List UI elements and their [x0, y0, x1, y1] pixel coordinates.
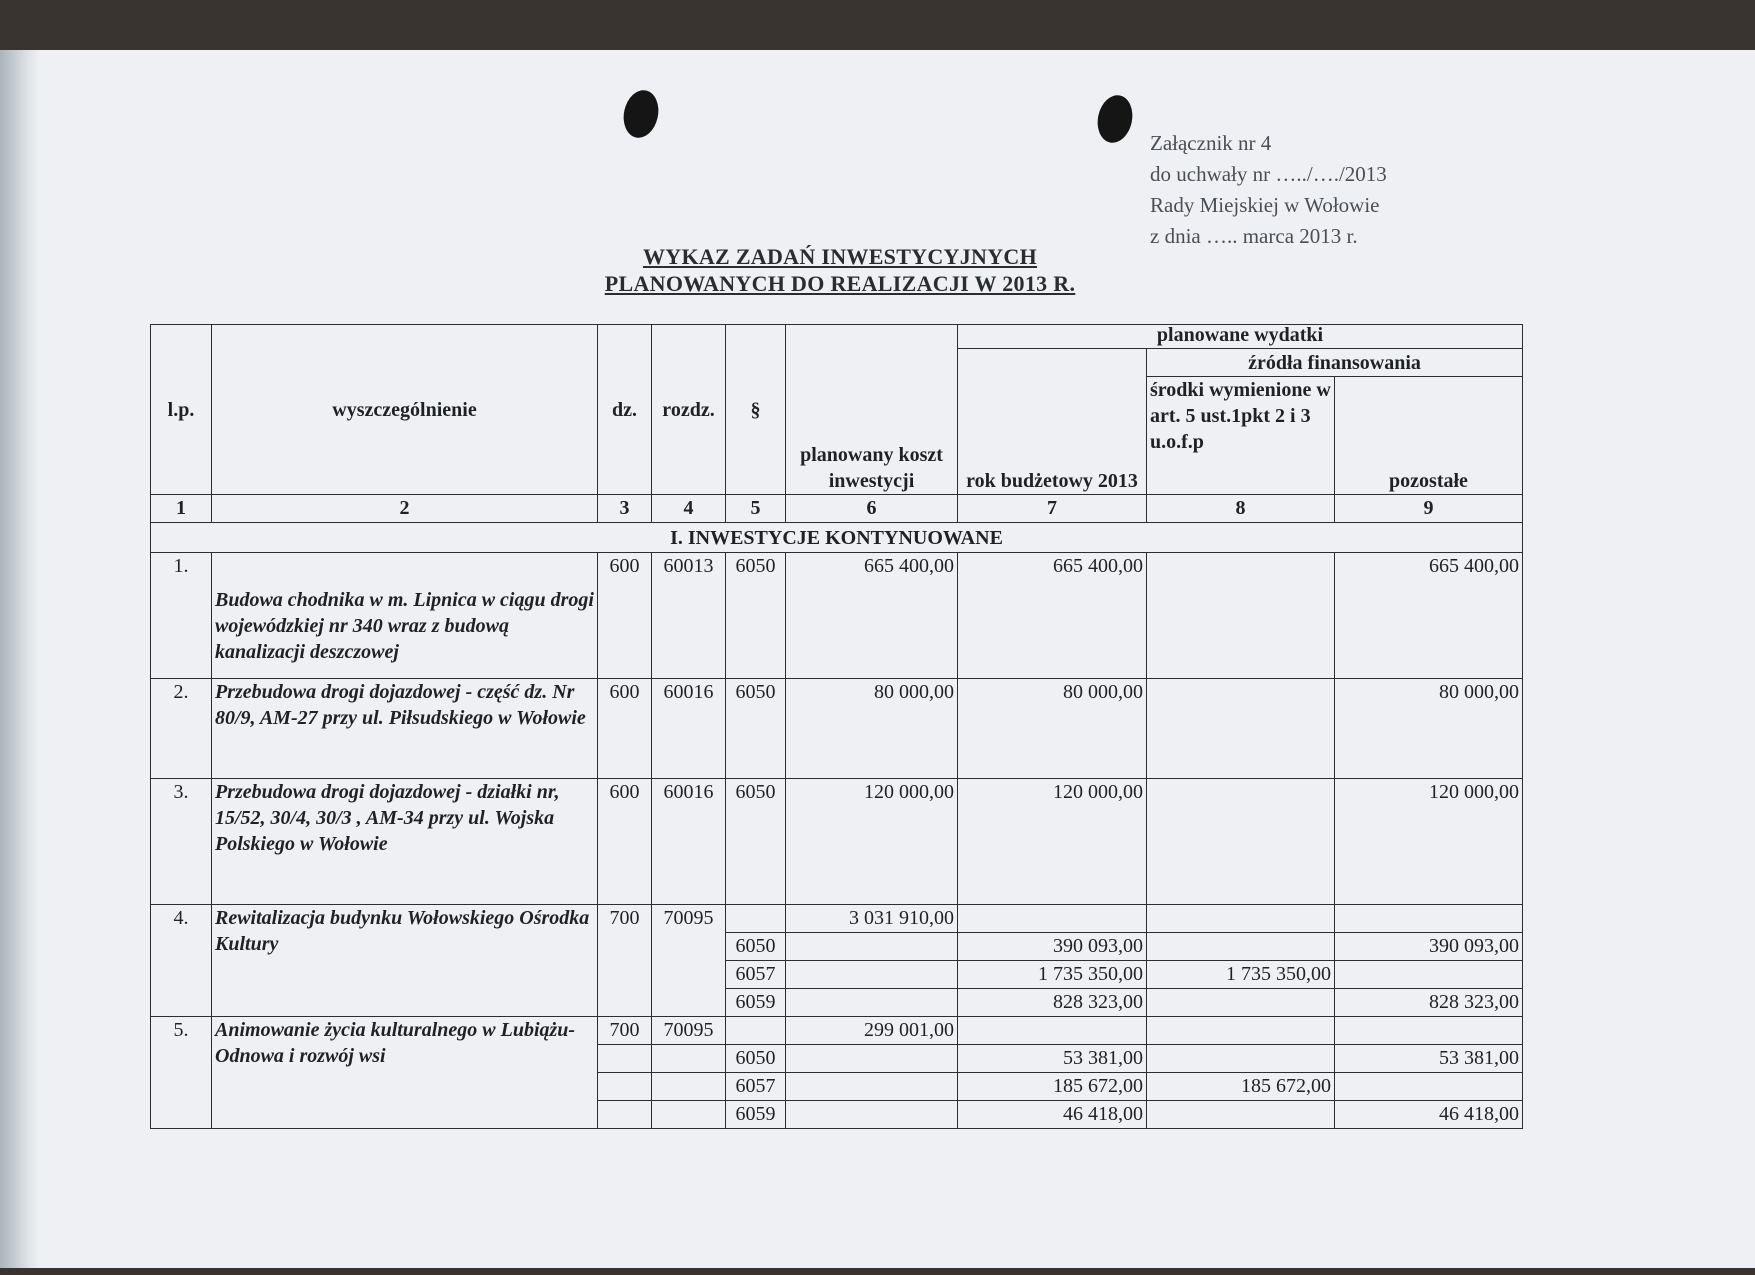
col-number-9: 9	[1335, 495, 1523, 523]
row-koszt: 299 001,00	[786, 1017, 958, 1045]
row-name: Animowanie życia kulturalnego w Lubiążu- Odnowa i rozwój wsi	[212, 1017, 598, 1129]
subrow-rok: 185 672,00	[958, 1073, 1147, 1101]
annex-line-2: do uchwały nr …../…./2013	[1150, 162, 1387, 186]
empty-cell	[958, 905, 1147, 933]
header-paragraph: §	[726, 325, 786, 495]
title-line-2: PLANOWANYCH DO REALIZACJI W 2013 R.	[604, 271, 1076, 296]
header-srodki: środki wymienione w art. 5 ust.1pkt 2 i 3 u.o.f.p	[1147, 377, 1335, 495]
row-rozdz: 60016	[652, 779, 726, 905]
row-koszt: 3 031 910,00	[786, 905, 958, 933]
row-rozdz: 70095	[652, 1017, 726, 1045]
empty-cell	[1335, 1017, 1523, 1045]
header-zrodla-finansowania: źródła finansowania	[1147, 349, 1523, 377]
empty-cell	[786, 961, 958, 989]
row-name: Przebudowa drogi dojazdowej - działki nr, 15/52, 30/4, 30/3 , AM-34 przy ul. Wojska Polskiego w Wołowie	[212, 779, 598, 905]
subrow-pozostale	[1335, 961, 1523, 989]
subrow-pozostale: 828 323,00	[1335, 989, 1523, 1017]
subrow-pozostale	[1335, 1073, 1523, 1101]
empty-cell	[652, 1101, 726, 1129]
empty-cell	[786, 1073, 958, 1101]
empty-cell	[1147, 1017, 1335, 1045]
annex-line-3: Rady Miejskiej w Wołowie	[1150, 193, 1380, 217]
row-koszt: 80 000,00	[786, 679, 958, 779]
row-name: Rewitalizacja budynku Wołowskiego Ośrodka Kultury	[212, 905, 598, 1017]
row-koszt: 665 400,00	[786, 553, 958, 679]
empty-cell	[598, 1045, 652, 1073]
header-dz: dz.	[598, 325, 652, 495]
row-srodki	[1147, 553, 1335, 679]
page-edge-shadow	[0, 50, 40, 1268]
investment-table	[150, 324, 1523, 1129]
row-dz: 600	[598, 553, 652, 679]
subrow-paragraph: 6050	[726, 933, 786, 961]
document-page	[0, 50, 1755, 1268]
subrow-rok: 1 735 350,00	[958, 961, 1147, 989]
header-planowany-koszt: planowany koszt inwestycji	[786, 325, 958, 495]
row-lp: 5.	[151, 1017, 212, 1129]
row-name: Budowa chodnika w m. Lipnica w ciągu drogi wojewódzkiej nr 340 wraz z budową kanalizacji deszczowej	[212, 553, 598, 679]
punch-hole-right	[1093, 92, 1136, 146]
punch-hole-left	[619, 87, 662, 141]
subrow-srodki	[1147, 989, 1335, 1017]
header-wyszczegolnienie: wyszczególnienie	[212, 325, 598, 495]
row-paragraph: 6050	[726, 679, 786, 779]
subrow-rok: 390 093,00	[958, 933, 1147, 961]
empty-cell	[598, 1073, 652, 1101]
table-row	[151, 905, 1523, 933]
table-row	[151, 779, 1523, 905]
col-number-7: 7	[958, 495, 1147, 523]
row-lp: 1.	[151, 553, 212, 679]
subrow-srodki	[1147, 1045, 1335, 1073]
row-srodki	[1147, 779, 1335, 905]
annex-reference	[1150, 128, 1387, 252]
subrow-paragraph: 6057	[726, 961, 786, 989]
subrow-rok: 828 323,00	[958, 989, 1147, 1017]
row-paragraph: 6050	[726, 779, 786, 905]
annex-line-1: Załącznik nr 4	[1150, 131, 1272, 155]
col-number-6: 6	[786, 495, 958, 523]
subrow-rok: 46 418,00	[958, 1101, 1147, 1129]
row-name: Przebudowa drogi dojazdowej - część dz. Nr 80/9, AM-27 przy ul. Piłsudskiego w Wołowie	[212, 679, 598, 779]
row-lp: 3.	[151, 779, 212, 905]
section-title: I. INWESTYCJE KONTYNUOWANE	[151, 523, 1523, 553]
table-row	[151, 679, 1523, 779]
row-dz: 600	[598, 679, 652, 779]
empty-cell	[726, 1017, 786, 1045]
row-rok: 120 000,00	[958, 779, 1147, 905]
col-number-8: 8	[1147, 495, 1335, 523]
subrow-srodki	[1147, 1101, 1335, 1129]
subrow-pozostale: 46 418,00	[1335, 1101, 1523, 1129]
col-number-5: 5	[726, 495, 786, 523]
subrow-paragraph: 6059	[726, 989, 786, 1017]
row-rozdz: 70095	[652, 905, 726, 1017]
col-number-4: 4	[652, 495, 726, 523]
empty-cell	[958, 1017, 1147, 1045]
row-srodki	[1147, 679, 1335, 779]
row-rok: 80 000,00	[958, 679, 1147, 779]
row-paragraph: 6050	[726, 553, 786, 679]
empty-cell	[598, 1101, 652, 1129]
table-row	[151, 553, 1523, 679]
subrow-paragraph: 6057	[726, 1073, 786, 1101]
subrow-rok: 53 381,00	[958, 1045, 1147, 1073]
row-lp: 4.	[151, 905, 212, 1017]
row-koszt: 120 000,00	[786, 779, 958, 905]
title-line-1: WYKAZ ZADAŃ INWESTYCYJNYCH	[642, 244, 1038, 269]
row-pozostale: 80 000,00	[1335, 679, 1523, 779]
row-rozdz: 60016	[652, 679, 726, 779]
annex-line-4: z dnia ….. marca 2013 r.	[1150, 224, 1358, 248]
row-rozdz: 60013	[652, 553, 726, 679]
row-rok: 665 400,00	[958, 553, 1147, 679]
empty-cell	[786, 1045, 958, 1073]
subrow-paragraph: 6059	[726, 1101, 786, 1129]
row-dz: 700	[598, 905, 652, 1017]
subrow-pozostale: 53 381,00	[1335, 1045, 1523, 1073]
header-planowane-wydatki: planowane wydatki	[958, 325, 1523, 349]
empty-cell	[786, 933, 958, 961]
header-lp: l.p.	[151, 325, 212, 495]
subrow-pozostale: 390 093,00	[1335, 933, 1523, 961]
empty-cell	[1335, 905, 1523, 933]
empty-cell	[652, 1073, 726, 1101]
row-dz: 600	[598, 779, 652, 905]
empty-cell	[1147, 905, 1335, 933]
subrow-srodki: 1 735 350,00	[1147, 961, 1335, 989]
header-rozdz: rozdz.	[652, 325, 726, 495]
row-pozostale: 665 400,00	[1335, 553, 1523, 679]
col-number-3: 3	[598, 495, 652, 523]
row-pozostale: 120 000,00	[1335, 779, 1523, 905]
empty-cell	[652, 1045, 726, 1073]
col-number-2: 2	[212, 495, 598, 523]
row-paragraph-empty	[726, 905, 786, 933]
col-number-1: 1	[151, 495, 212, 523]
empty-cell	[786, 989, 958, 1017]
header-pozostale: pozostałe	[1335, 377, 1523, 495]
subrow-srodki: 185 672,00	[1147, 1073, 1335, 1101]
subrow-paragraph: 6050	[726, 1045, 786, 1073]
row-lp: 2.	[151, 679, 212, 779]
subrow-srodki	[1147, 933, 1335, 961]
document-title	[560, 243, 1120, 297]
header-rok-budzetowy: rok budżetowy 2013	[958, 349, 1147, 495]
table-row	[151, 1017, 1523, 1045]
row-dz: 700	[598, 1017, 652, 1045]
empty-cell	[786, 1101, 958, 1129]
